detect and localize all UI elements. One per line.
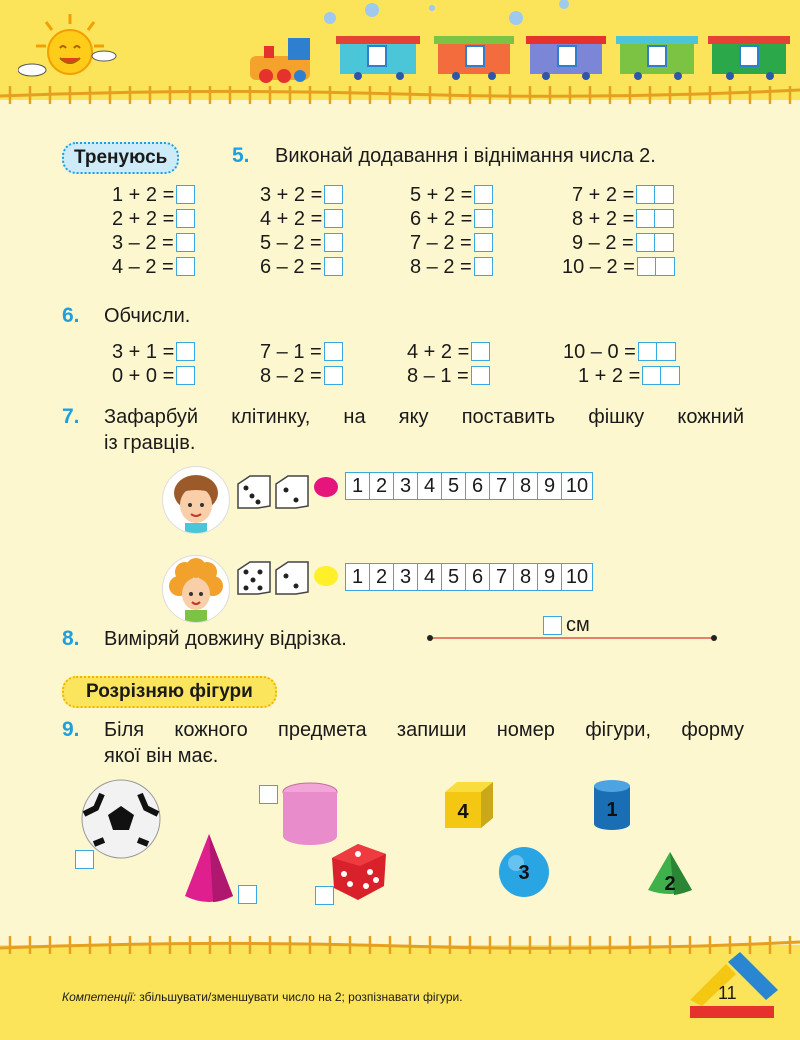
- equation: 7 – 1 =: [260, 340, 343, 364]
- equation: 2 + 2 =: [112, 207, 195, 231]
- task-6-number: 6.: [62, 304, 80, 327]
- answer-box[interactable]: [324, 342, 343, 361]
- answer-box[interactable]: [636, 185, 674, 204]
- answer-box[interactable]: [75, 850, 94, 869]
- track-cell[interactable]: 9: [538, 564, 562, 590]
- cylinder-figure-icon: [590, 778, 634, 832]
- equation: 4 + 2 =: [260, 207, 343, 231]
- task-9-number: 9.: [62, 718, 80, 741]
- gift-box-cylinder-icon: [280, 780, 340, 846]
- yellow-chip: [314, 566, 338, 586]
- equation: 6 + 2 =: [410, 207, 493, 231]
- dice-pair-icon: [236, 474, 312, 510]
- equation: 8 – 1 =: [407, 364, 490, 388]
- girl-avatar: [162, 555, 230, 623]
- equation: 0 + 0 =: [112, 364, 195, 388]
- equation: 3 – 2 =: [112, 231, 195, 255]
- answer-box[interactable]: [176, 342, 195, 361]
- answer-box[interactable]: [259, 785, 278, 804]
- sky-decor: [300, 0, 580, 30]
- track-cell[interactable]: 6: [466, 564, 490, 590]
- figure-number: 3: [518, 862, 530, 884]
- task-7-number: 7.: [62, 405, 80, 428]
- answer-box[interactable]: [324, 366, 343, 385]
- train-illustration: [246, 30, 791, 86]
- answer-box[interactable]: [636, 209, 674, 228]
- task-9-text-line1: Біля кожного предмета запиши номер фігури, форму: [104, 719, 744, 741]
- answer-box[interactable]: [636, 233, 674, 252]
- task-7-text-line2: із гравців.: [104, 432, 196, 454]
- task-9-text-line2: якої він має.: [104, 745, 219, 767]
- dice-pair-icon: [236, 560, 312, 596]
- answer-box[interactable]: [471, 366, 490, 385]
- track-cell[interactable]: 1: [346, 564, 370, 590]
- equation: 9 – 2 =: [562, 231, 675, 255]
- boy-avatar: [162, 466, 230, 534]
- sphere-figure-icon: [498, 846, 550, 898]
- task-7-text-line1: Зафарбуй клітинку, на яку поставить фішку кожний: [104, 406, 744, 428]
- soccer-ball-icon: [80, 778, 162, 860]
- competencies-text: збільшувати/зменшувати число на 2; розпізнавати фігури.: [135, 990, 463, 1004]
- competencies-note: [62, 990, 463, 1004]
- track-cell[interactable]: 3: [394, 473, 418, 499]
- answer-box[interactable]: [324, 209, 343, 228]
- pink-chip: [314, 477, 338, 497]
- equation: 1 + 2 =: [112, 183, 195, 207]
- track-cell[interactable]: 7: [490, 564, 514, 590]
- task-5-col-3: [410, 183, 493, 279]
- answer-box[interactable]: [324, 257, 343, 276]
- track-cell[interactable]: 6: [466, 473, 490, 499]
- answer-box[interactable]: [474, 233, 493, 252]
- equation: 5 + 2 =: [410, 183, 493, 207]
- equation: 10 – 2 =: [562, 255, 675, 279]
- answer-box[interactable]: [324, 185, 343, 204]
- answer-box[interactable]: [176, 366, 195, 385]
- track-cell[interactable]: 9: [538, 473, 562, 499]
- track-cell[interactable]: 8: [514, 473, 538, 499]
- answer-box[interactable]: [474, 185, 493, 204]
- task-6-col-4: [563, 340, 680, 388]
- answer-box[interactable]: [474, 209, 493, 228]
- answer-box[interactable]: [471, 342, 490, 361]
- number-track-2: [345, 563, 593, 591]
- cube-figure-icon: [443, 780, 495, 830]
- answer-box[interactable]: [324, 233, 343, 252]
- number-track-1: [345, 472, 593, 500]
- answer-box[interactable]: [642, 366, 680, 385]
- equation: 8 – 2 =: [410, 255, 493, 279]
- cone-object-icon: [183, 832, 235, 908]
- task-6-text: Обчисли.: [104, 305, 191, 327]
- section-label-training: Тренуюсь: [62, 142, 179, 174]
- equation: 7 – 2 =: [410, 231, 493, 255]
- answer-box[interactable]: [176, 233, 195, 252]
- answer-box[interactable]: [638, 342, 676, 361]
- red-die-icon: [328, 840, 390, 902]
- section-label-shapes: Розрізняю фігури: [62, 676, 277, 708]
- equation: 10 – 0 =: [563, 340, 680, 364]
- task-5-col-1: [112, 183, 195, 279]
- track-cell[interactable]: 1: [346, 473, 370, 499]
- cone-figure-icon: [646, 850, 694, 898]
- equation: 4 + 2 =: [407, 340, 490, 364]
- equation: 8 – 2 =: [260, 364, 343, 388]
- equation: 3 + 1 =: [112, 340, 195, 364]
- equation: 6 – 2 =: [260, 255, 343, 279]
- track-cell[interactable]: 10: [565, 566, 589, 588]
- track-cell[interactable]: 5: [442, 473, 466, 499]
- equation: 4 – 2 =: [112, 255, 195, 279]
- measure-segment: [426, 632, 720, 644]
- answer-box[interactable]: [176, 209, 195, 228]
- task-6-col-3: [407, 340, 490, 388]
- track-cell[interactable]: 2: [370, 564, 394, 590]
- track-cell[interactable]: 3: [394, 564, 418, 590]
- task-6-col-2: [260, 340, 343, 388]
- answer-box[interactable]: [637, 257, 675, 276]
- track-cell[interactable]: 4: [418, 473, 442, 499]
- track-cell[interactable]: 4: [418, 564, 442, 590]
- figure-number: 2: [664, 873, 676, 895]
- sun-icon: [18, 12, 118, 82]
- equation: 7 + 2 =: [562, 183, 675, 207]
- figure-number: 4: [457, 801, 469, 823]
- task-8-number: 8.: [62, 627, 80, 650]
- track-cell[interactable]: 8: [514, 564, 538, 590]
- task-5-col-2: [260, 183, 343, 279]
- task-6-col-1: [112, 340, 195, 388]
- task-8-text: Виміряй довжину відрізка.: [104, 628, 347, 650]
- answer-box[interactable]: [176, 257, 195, 276]
- answer-box[interactable]: [238, 885, 257, 904]
- equation: 1 + 2 =: [563, 364, 680, 388]
- track-cell[interactable]: 5: [442, 564, 466, 590]
- track-cell[interactable]: 2: [370, 473, 394, 499]
- task-5-col-4: [562, 183, 675, 279]
- equation: 8 + 2 =: [562, 207, 675, 231]
- equation: 5 – 2 =: [260, 231, 343, 255]
- task-5-text: Виконай додавання і віднімання числа 2.: [275, 145, 656, 167]
- answer-box[interactable]: [315, 886, 334, 905]
- track-cell[interactable]: 7: [490, 473, 514, 499]
- competencies-label: Компетенції:: [62, 990, 136, 1004]
- equation: 3 + 2 =: [260, 183, 343, 207]
- answer-box[interactable]: [474, 257, 493, 276]
- figure-number: 1: [606, 799, 618, 821]
- answer-box[interactable]: [176, 185, 195, 204]
- unit-label: см: [566, 614, 590, 636]
- page-number: 11: [718, 983, 737, 1003]
- task-5-number: 5.: [232, 144, 250, 167]
- track-cell[interactable]: 10: [565, 475, 589, 497]
